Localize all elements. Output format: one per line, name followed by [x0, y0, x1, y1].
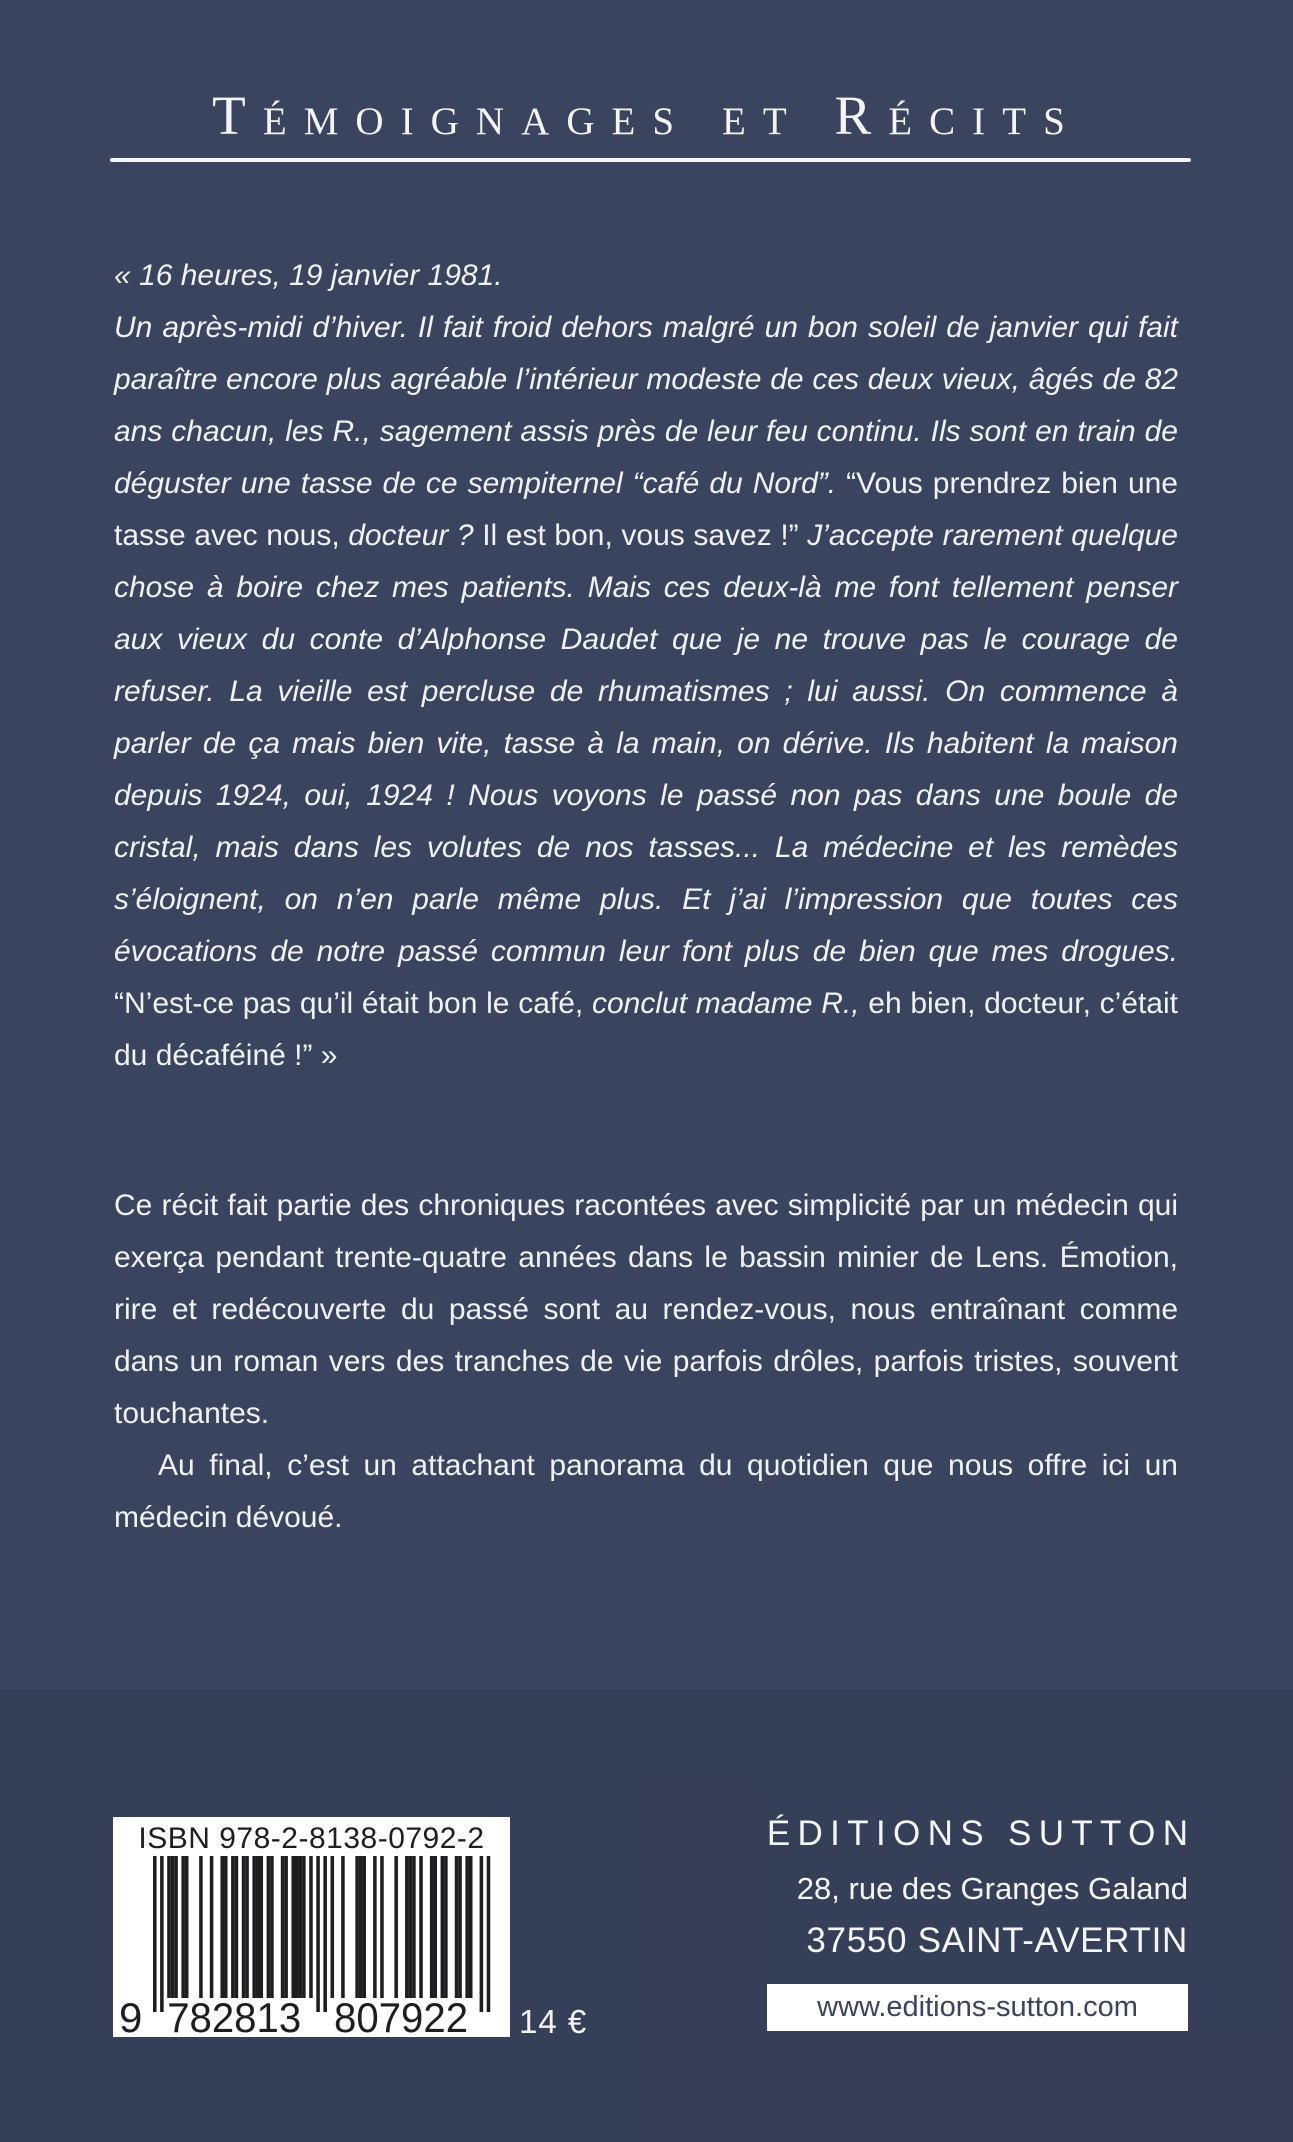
svg-text:807922: 807922	[333, 1994, 468, 2037]
text-column	[114, 250, 1178, 1544]
quote-segment: conclut madame R.,	[591, 987, 869, 1020]
website-label: www.editions-sutton.com	[817, 1991, 1138, 2023]
quote-segment: “Vous prendrez bien une tasse avec nous,	[114, 467, 1178, 552]
description-paragraph-1: Ce récit fait partie des chroniques racontées avec simplicité par un médecin qui exerça pendant trente-quatre années dans le bassin minier de Lens. Émotion, rire et redécouverte du passé sont au rendez-vous, nous entraînant comme dans un roman vers des tranches de vie parfois drôles, parfois tristes, souvent touchantes.	[114, 1189, 1178, 1430]
title-underline	[110, 158, 1191, 162]
quote-segment: « 16 heures, 19 janvier 1981.	[114, 259, 503, 292]
quote-segment: “N’est-ce pas qu’il était bon le café,	[114, 987, 592, 1020]
collection-title: Témoignages et Récits	[212, 85, 1082, 146]
quote-paragraph	[114, 250, 1178, 1082]
svg-text:9: 9	[118, 1994, 142, 2037]
publisher-city: 37550 SAINT-AVERTIN	[806, 1921, 1188, 1960]
ean13-barcode	[117, 1856, 507, 2037]
publisher-address: 28, rue des Granges Galand	[796, 1871, 1188, 1906]
description-paragraph-2: Au final, c’est un attachant panorama du quotidien que nous offre ici un médecin dévoué.	[114, 1449, 1178, 1534]
quote-segment: Un après-midi d’hiver. Il fait froid dehors malgré un bon soleil de janvier qui fait paraître encore plus agréable l’intérieur modeste de ces deux vieux, âgés de 82 ans chacun, les R., sagement assis près de leur feu continu. Ils sont en train de déguster une tasse de ce sempiternel “café du Nord”.	[114, 311, 1178, 500]
quote-segment: Il est bon, vous savez !”	[482, 519, 808, 552]
publisher-name: ÉDITIONS SUTTON	[766, 1814, 1196, 1853]
quote-segment: docteur ?	[348, 519, 483, 552]
price-label: 14 €	[519, 2003, 588, 2040]
website-box	[767, 1984, 1188, 2031]
quote-segment: eh bien, docteur, c’était du décaféiné !” »	[114, 987, 1178, 1072]
isbn-label: ISBN 978-2-8138-0792-2	[138, 1822, 485, 1855]
quote-segment: J’accepte rarement quelque chose à boire chez mes patients. Mais ces deux-là me font tellement penser aux vieux du conte d’Alphonse Daudet que je ne trouve pas le courage de refuser. La vieille est percluse de rhumatismes ; lui aussi. On commence à parler de ça mais bien vite, tasse à la main, on dérive. Ils habitent la maison depuis 1924, oui, 1924 ! Nous voyons le passé non pas dans une boule de cristal, mais dans les volutes de nos tasses... La médecine et les remèdes s’éloignent, on n’en parle même plus. Et j’ai l’impression que toutes ces évocations de notre passé commun leur font plus de bien que mes drogues.	[114, 519, 1178, 968]
barcode-box	[113, 1817, 510, 2037]
publisher-block	[488, 1814, 1196, 2031]
svg-text:782813: 782813	[166, 1994, 301, 2037]
